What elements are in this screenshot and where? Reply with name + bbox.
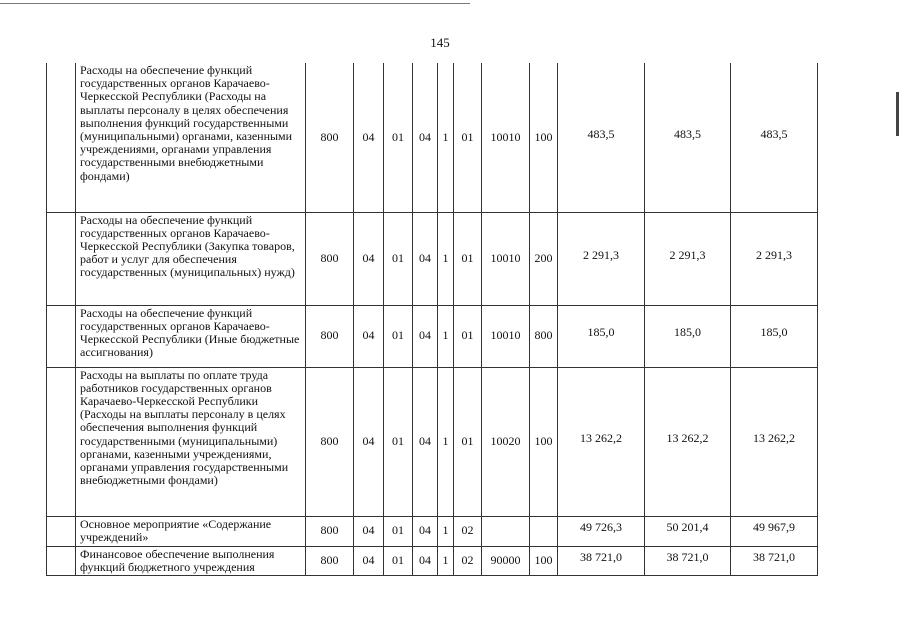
amount-value: 38 721,0 bbox=[580, 549, 622, 564]
amount-value: 483,5 bbox=[674, 126, 701, 141]
amount-year2-cell bbox=[645, 546, 731, 575]
amount-value: 13 262,2 bbox=[666, 430, 709, 445]
amount-year2-cell bbox=[645, 63, 731, 212]
amount-value: 38 721,0 bbox=[666, 549, 709, 564]
amount-value: 483,5 bbox=[587, 126, 615, 141]
activity-code-cell: 01 bbox=[454, 212, 482, 305]
amount-value: 50 201,4 bbox=[666, 520, 709, 535]
description-cell: Расходы на выплаты по оплате труда работников государственных органов Карачаево-Черкесской Республики (Расходы на выплаты персоналу в целях обеспечения выполнения функций государственными (муниципальными) органами, казенными учреждениями, органами управления государственными внебюджетными фондами) bbox=[76, 367, 306, 516]
program-code-cell: 04 bbox=[413, 367, 438, 516]
amount-value: 2 291,3 bbox=[669, 247, 706, 262]
row-number-cell bbox=[47, 546, 76, 575]
expense-type-cell: 100 bbox=[530, 63, 558, 212]
amount-year1-cell bbox=[558, 212, 645, 305]
amount-year3-cell bbox=[731, 212, 818, 305]
direction-code-cell: 10020 bbox=[482, 367, 530, 516]
budget-table bbox=[46, 63, 818, 576]
direction-code-cell: 10010 bbox=[482, 212, 530, 305]
row-number-cell bbox=[47, 212, 76, 305]
amount-year1-cell bbox=[558, 63, 645, 212]
subprogram-code-cell: 1 bbox=[438, 516, 454, 546]
amount-value: 2 291,3 bbox=[583, 247, 619, 262]
section-code-cell: 04 bbox=[354, 63, 384, 212]
ministry-code-cell: 800 bbox=[306, 546, 354, 575]
activity-code-cell: 01 bbox=[454, 63, 482, 212]
amount-year2-cell bbox=[645, 212, 731, 305]
table-row bbox=[47, 516, 818, 546]
amount-year2-cell bbox=[645, 367, 731, 516]
amount-year3-cell bbox=[731, 516, 818, 546]
subprogram-code-cell: 1 bbox=[438, 305, 454, 367]
activity-code-cell: 01 bbox=[454, 367, 482, 516]
table-row bbox=[47, 367, 818, 516]
section-code-cell: 04 bbox=[354, 305, 384, 367]
amount-value: 483,5 bbox=[760, 126, 788, 141]
page-number: 145 bbox=[430, 35, 450, 50]
amount-value: 49 726,3 bbox=[580, 520, 622, 535]
subsection-code-cell: 01 bbox=[384, 516, 413, 546]
direction-code-cell: 10010 bbox=[482, 63, 530, 212]
section-code-cell: 04 bbox=[354, 212, 384, 305]
program-code-cell: 04 bbox=[413, 63, 438, 212]
program-code-cell: 04 bbox=[413, 516, 438, 546]
activity-code-cell: 02 bbox=[454, 516, 482, 546]
row-number-cell bbox=[47, 305, 76, 367]
amount-year1-cell bbox=[558, 516, 645, 546]
program-code-cell: 04 bbox=[413, 305, 438, 367]
amount-year1-cell bbox=[558, 546, 645, 575]
amount-year2-cell bbox=[645, 305, 731, 367]
amount-value: 2 291,3 bbox=[756, 247, 792, 262]
amount-year3-cell bbox=[731, 305, 818, 367]
ministry-code-cell: 800 bbox=[306, 367, 354, 516]
amount-year3-cell bbox=[731, 546, 818, 575]
subsection-code-cell: 01 bbox=[384, 212, 413, 305]
table-row bbox=[47, 305, 818, 367]
amount-year1-cell bbox=[558, 367, 645, 516]
section-code-cell: 04 bbox=[354, 367, 384, 516]
ministry-code-cell: 800 bbox=[306, 63, 354, 212]
expense-type-cell: 800 bbox=[530, 305, 558, 367]
program-code-cell: 04 bbox=[413, 546, 438, 575]
description-cell: Расходы на обеспечение функций государственных органов Карачаево-Черкесской Республики (Закупка товаров, работ и услуг для обеспечения государственных (муниципальных) нужд) bbox=[76, 212, 306, 305]
ministry-code-cell: 800 bbox=[306, 305, 354, 367]
table-row bbox=[47, 546, 818, 575]
row-number-cell bbox=[47, 516, 76, 546]
ministry-code-cell: 800 bbox=[306, 516, 354, 546]
expense-type-cell: 100 bbox=[530, 367, 558, 516]
description-cell: Расходы на обеспечение функций государственных органов Карачаево-Черкесской Республики (Расходы на выплаты персоналу в целях обеспечения выполнения функций государственными (муниципальными) органами, казенными учреждениями, органами управления государственными внебюджетными фондами) bbox=[76, 63, 306, 212]
direction-code-cell: 10010 bbox=[482, 305, 530, 367]
top-rule bbox=[0, 3, 470, 4]
amount-value: 185,0 bbox=[674, 325, 701, 340]
direction-code-cell: 90000 bbox=[482, 546, 530, 575]
expense-type-cell: 100 bbox=[530, 546, 558, 575]
amount-value: 13 262,2 bbox=[753, 430, 795, 445]
expense-type-cell: 200 bbox=[530, 212, 558, 305]
description-cell: Основное мероприятие «Содержание учреждений» bbox=[76, 516, 306, 546]
subsection-code-cell: 01 bbox=[384, 63, 413, 212]
amount-year3-cell bbox=[731, 367, 818, 516]
scan-margin-mark bbox=[896, 92, 899, 136]
description-cell: Расходы на обеспечение функций государственных органов Карачаево-Черкесской Республики (Иные бюджетные ассигнования) bbox=[76, 305, 306, 367]
expense-type-cell bbox=[530, 516, 558, 546]
ministry-code-cell: 800 bbox=[306, 212, 354, 305]
amount-value: 185,0 bbox=[760, 325, 788, 340]
subsection-code-cell: 01 bbox=[384, 305, 413, 367]
activity-code-cell: 02 bbox=[454, 546, 482, 575]
amount-year2-cell bbox=[645, 516, 731, 546]
amount-year1-cell bbox=[558, 305, 645, 367]
program-code-cell: 04 bbox=[413, 212, 438, 305]
direction-code-cell bbox=[482, 516, 530, 546]
table-row bbox=[47, 212, 818, 305]
subprogram-code-cell: 1 bbox=[438, 63, 454, 212]
subprogram-code-cell: 1 bbox=[438, 546, 454, 575]
amount-year3-cell bbox=[731, 63, 818, 212]
section-code-cell: 04 bbox=[354, 546, 384, 575]
activity-code-cell: 01 bbox=[454, 305, 482, 367]
subprogram-code-cell: 1 bbox=[438, 367, 454, 516]
amount-value: 49 967,9 bbox=[753, 520, 795, 535]
description-cell: Финансовое обеспечение выполнения функций бюджетного учреждения bbox=[76, 546, 306, 575]
row-number-cell bbox=[47, 63, 76, 212]
amount-value: 13 262,2 bbox=[580, 430, 622, 445]
amount-value: 185,0 bbox=[587, 325, 615, 340]
amount-value: 38 721,0 bbox=[753, 549, 795, 564]
section-code-cell: 04 bbox=[354, 516, 384, 546]
table-row bbox=[47, 63, 818, 212]
subprogram-code-cell: 1 bbox=[438, 212, 454, 305]
row-number-cell bbox=[47, 367, 76, 516]
subsection-code-cell: 01 bbox=[384, 546, 413, 575]
subsection-code-cell: 01 bbox=[384, 367, 413, 516]
